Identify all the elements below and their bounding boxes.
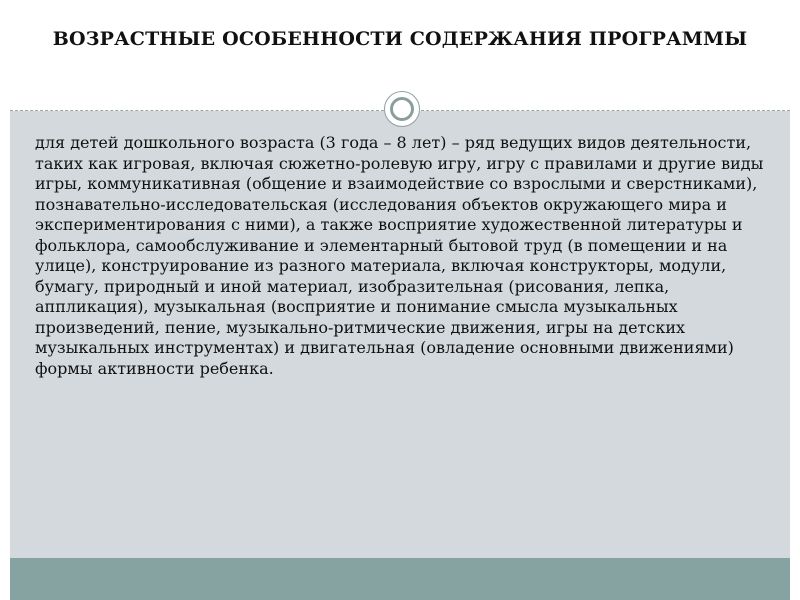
slide [10,0,790,600]
bottom-bar [10,558,790,600]
body-text: для детей дошкольного возраста (3 года – 8 лет) – ряд ведущих видов деятельности, таких как игровая, включая сюжетно-ролевую игру, игру с правилами и другие виды игры, коммуникативная (общение и взаимодействие со взрослыми и сверстниками), познавательно-исследовательская (исследования объектов окружающего мира и экспериментирования с ними), а также восприятие художественной литературы и фольклора, самообслуживание и элементарный бытовой труд (в помещении и на улице), конструирование из разного материала, включая конструкторы, модули, бумагу, природный и иной материал, изобразительная (рисования, лепка, аппликация), музыкальная (восприятие и понимание смысла музыкальных произведений, пение, музыкально-ритмические движения, игры на детских музыкальных инструментах) и двигательная (овладение основными движениями) формы активности ребенка. [35,133,764,378]
circle-ornament-inner [390,97,414,121]
slide-title: ВОЗРАСТНЫЕ ОСОБЕННОСТИ СОДЕРЖАНИЯ ПРОГРАММЫ [52,28,748,50]
content-area [10,111,790,558]
circle-ornament-icon [384,91,420,127]
